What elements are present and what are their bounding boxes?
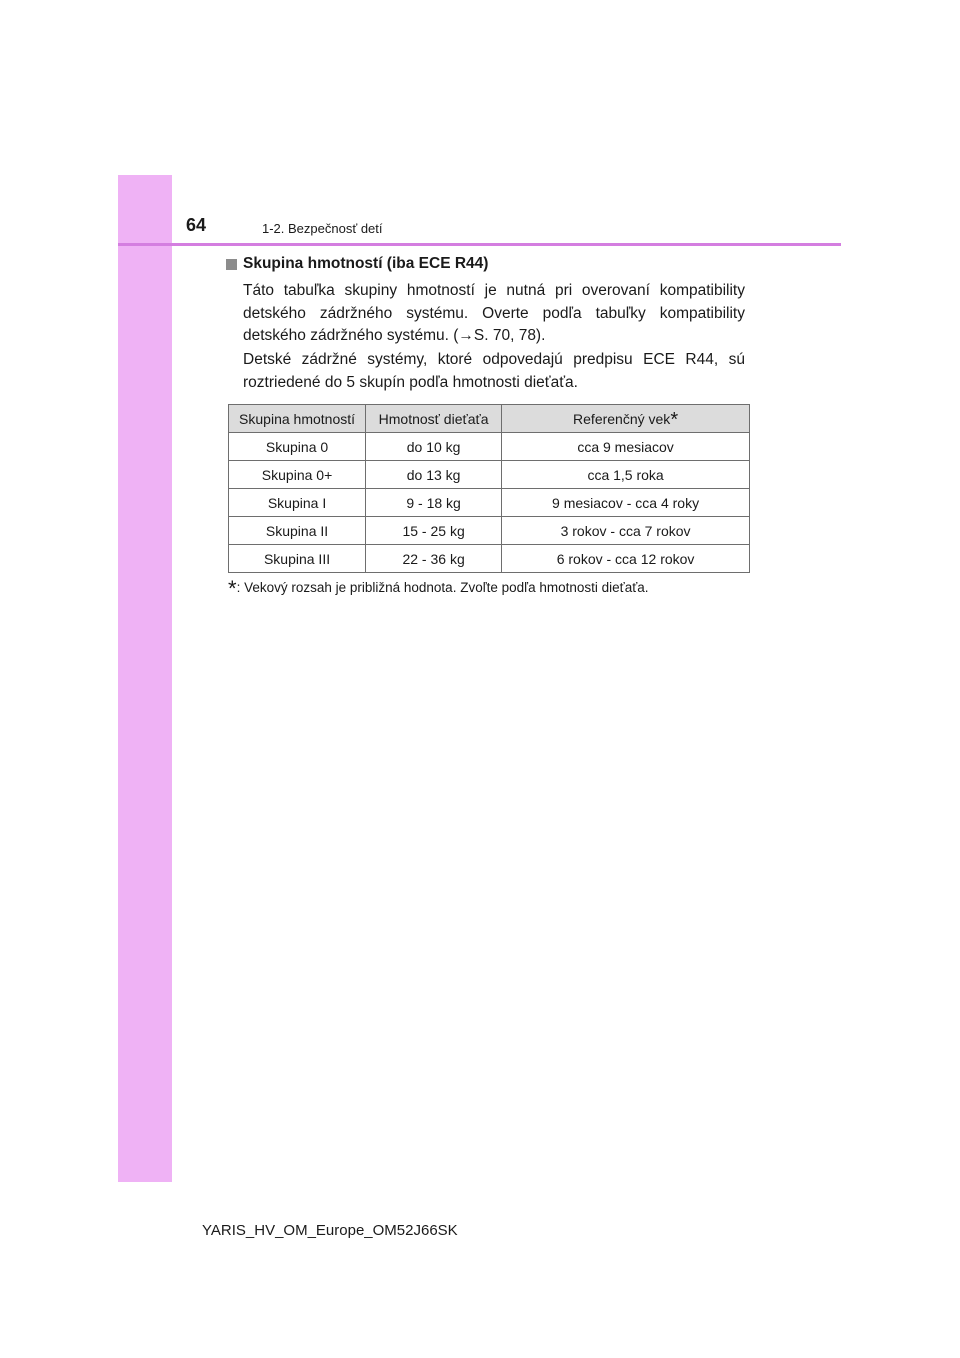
table-header-row bbox=[229, 405, 750, 433]
cell-group: Skupina I bbox=[229, 489, 366, 517]
cell-group: Skupina III bbox=[229, 545, 366, 573]
table-footnote bbox=[228, 576, 649, 601]
header-divider bbox=[118, 243, 841, 246]
cell-weight: 22 - 36 kg bbox=[366, 545, 502, 573]
cell-group: Skupina II bbox=[229, 517, 366, 545]
cell-age: 9 mesiacov - cca 4 roky bbox=[502, 489, 750, 517]
paragraph-compatibility: Táto tabuľka skupiny hmotností je nutná pri overovaní kompatibility detského zádržného systému. Overte podľa tabuľky kompatibility detského zádržného systému. (→S. 70, 78). bbox=[243, 282, 745, 344]
cell-age: cca 9 mesiacov bbox=[502, 433, 750, 461]
weight-group-table bbox=[228, 404, 750, 573]
page-number: 64 bbox=[186, 215, 207, 235]
footnote-mark: * bbox=[670, 408, 679, 431]
subheading-text: Skupina hmotností (iba ECE R44) bbox=[243, 255, 489, 272]
table-row bbox=[229, 461, 750, 489]
side-tab-strip bbox=[118, 175, 172, 1182]
header-reference-age bbox=[502, 405, 750, 433]
cell-weight: do 13 kg bbox=[366, 461, 502, 489]
table-row bbox=[229, 545, 750, 573]
document-code: YARIS_HV_OM_Europe_OM52J66SK bbox=[202, 1222, 458, 1239]
table-row bbox=[229, 433, 750, 461]
cell-group: Skupina 0 bbox=[229, 433, 366, 461]
cell-age: cca 1,5 roka bbox=[502, 461, 750, 489]
square-bullet-icon bbox=[226, 259, 237, 270]
cell-weight: do 10 kg bbox=[366, 433, 502, 461]
footnote-text: : Vekový rozsah je približná hodnota. Zvoľte podľa hmotnosti dieťaťa. bbox=[236, 580, 649, 595]
table-row bbox=[229, 517, 750, 545]
cell-weight: 15 - 25 kg bbox=[366, 517, 502, 545]
paragraph-groups: Detské zádržné systémy, ktoré odpovedajú predpisu ECE R44, sú roztriedené do 5 skupín podľa hmotnosti dieťaťa. bbox=[243, 351, 745, 391]
section-title: 1-2. Bezpečnosť detí bbox=[262, 221, 383, 236]
header-reference-age-text: Referenčný vek bbox=[573, 410, 671, 427]
cell-age: 3 rokov - cca 7 rokov bbox=[502, 517, 750, 545]
cell-weight: 9 - 18 kg bbox=[366, 489, 502, 517]
cell-age: 6 rokov - cca 12 rokov bbox=[502, 545, 750, 573]
cell-group: Skupina 0+ bbox=[229, 461, 366, 489]
footnote-star: * bbox=[228, 576, 237, 601]
subheading bbox=[226, 255, 488, 273]
table-row bbox=[229, 489, 750, 517]
header-weight-group: Skupina hmotností bbox=[229, 405, 366, 433]
header-child-weight: Hmotnosť dieťaťa bbox=[366, 405, 502, 433]
